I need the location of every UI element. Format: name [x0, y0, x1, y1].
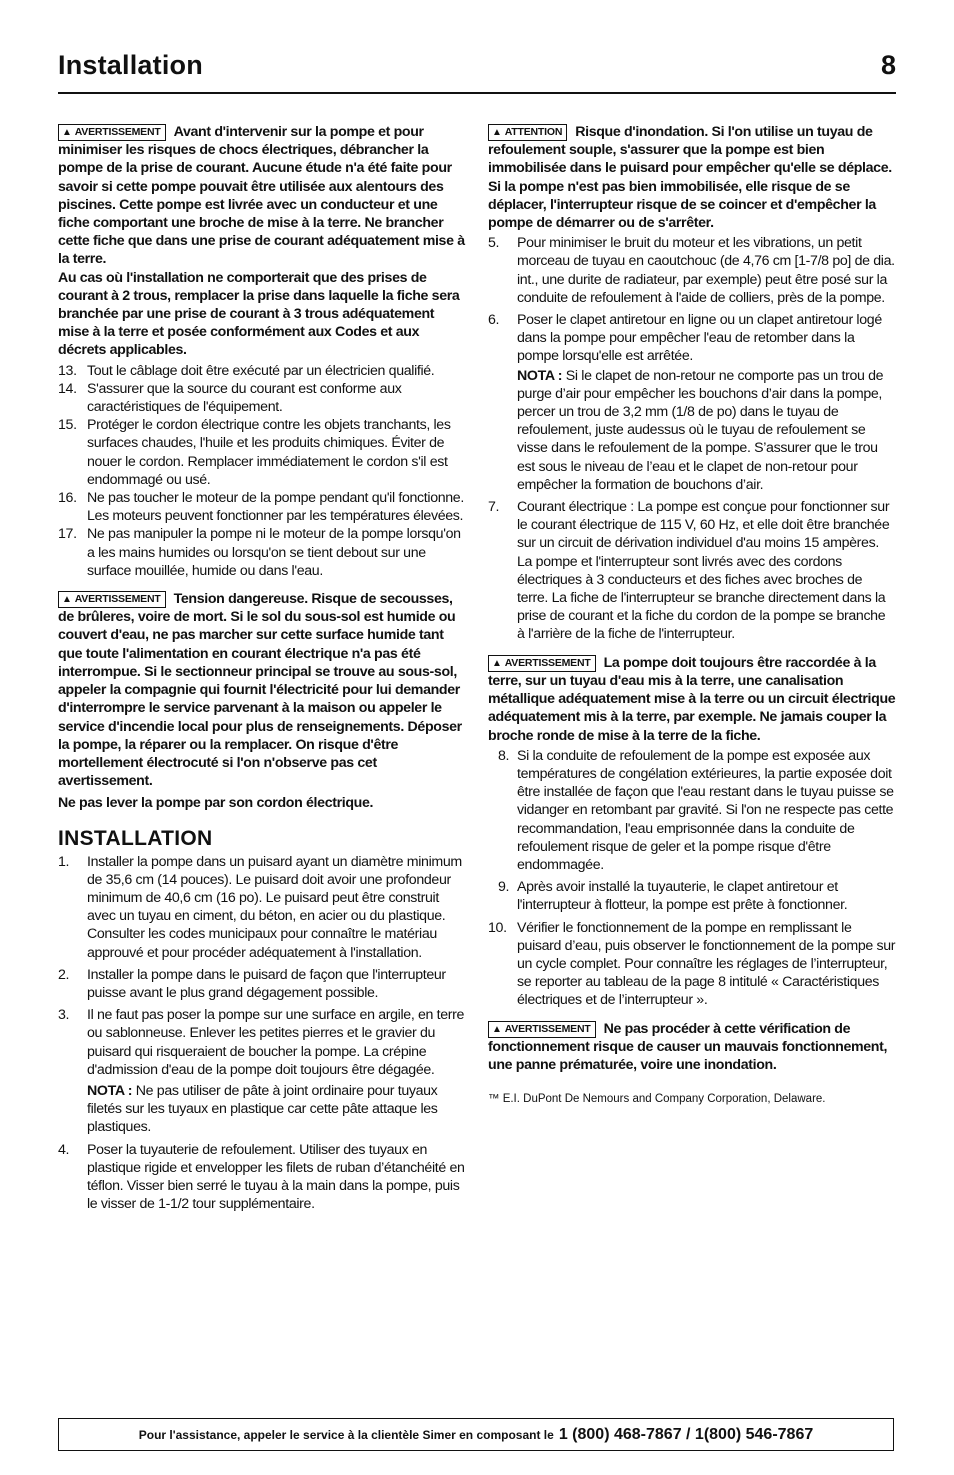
list-item: 15. Protéger le cordon électrique contre les objets tranchants, les surfaces chaudes, l'huile et les produits chimiques. Éviter de nouer le cordon. Remplacer immédiatement le cordon s'il est endommagé ou usé. — [58, 417, 451, 488]
list-item: 2. Installer la pompe dans le puisard de façon que l'interrupteur puisse avant le plus grand dégagement possible. — [58, 966, 446, 1001]
list-item: 8. Si la conduite de refoulement de la pompe est exposée aux températures de congélation extérieures, la partie exposée doit être installée de façon que l'eau restant dans le tuyau puisse se vidanger en retombant par gravité. Si l'on ne respecte pas cette recommandation, l'eau emprisonnée dans la conduite de refoulement risque de geler et la pompe risque d'être endommagée. — [498, 747, 894, 873]
warning-triangle-icon: ▲ — [62, 594, 72, 606]
caution-badge: ▲ ATTENTION — [488, 124, 567, 141]
caution-block-flood — [488, 123, 896, 232]
right-column — [488, 123, 896, 1108]
safety-list — [58, 362, 465, 580]
warning-triangle-icon: ▲ — [492, 657, 502, 669]
trademark-footnote: ™ E.I. DuPont De Nemours and Company Corporation, Delaware. — [488, 1093, 826, 1106]
page-number: 8 — [880, 50, 896, 80]
list-item: 5. Pour minimiser le bruit du moteur et les vibrations, un petit morceau de tuyau en caoutchouc (de 4,76 cm [1-7/8 po] de dia. int., une durite de radiateur, par exemple) peut être posé sur la conduite de refoulement à l'aide de colliers, près de la pompe. — [488, 235, 895, 306]
list-item: 10. Vérifier le fonctionnement de la pompe en remplissant le puisard d’eau, puis observer le fonctionnement de la pompe sur un cycle complet. Pour connaître les réglages de l’interrupteur, se reporter au tableau de la page 8 intitulé « Caractéristiques électriques et de l’interrupteur ». — [488, 919, 896, 1009]
note: NOTA : Ne pas utiliser de pâte à joint ordinaire pour tuyaux filetés sur les tuyaux en plastique car cette pâte attaque les plastiques. — [87, 1082, 438, 1136]
warning-badge: ▲ AVERTISSEMENT — [58, 591, 166, 608]
note: NOTA : Si le clapet de non-retour ne comporte pas un trou de purge d’air pour empêcher les bouchons d’air dans la pompe, percer un trou de 3,2 mm (1/8 de po) dans le tuyau de refoulement, juste audessus où le tuyau de refoulement se visse dans le refoulement de la pompe. S’assurer que le trou est sous le niveau de l’eau et le clapet de non-retour pour empêcher la formation de bouchons d’air. — [517, 367, 884, 493]
warning-block-grounding — [488, 654, 896, 745]
list-item: 13. Tout le câblage doit être exécuté par un électricien qualifié. — [58, 362, 435, 379]
list-item: 1. Installer la pompe dans un puisard ayant un diamètre minimum de 35,6 cm (14 pouces). Le puisard doit avoir une profondeur minimum de 40,6 cm (16 po). Le puisard peut être construit avec un tuyau en ciment, du béton, en acier ou du plastique. Consulter les codes municipaux pour connaître le matériau approuvé et pour procéder adéquatement à l'installation. — [58, 853, 462, 961]
list-item: 16. Ne pas toucher le moteur de la pompe pendant qu'il fonctionne. Les moteurs peuvent fonctionner par les températures élevées. — [58, 490, 464, 525]
warning-block-test — [488, 1020, 896, 1075]
warning-text: Ne pas procéder à cette vérification de fonctionnement risque de causer un mauvais fonctionnement, une panne prématurée, voire une inondation. — [488, 1020, 888, 1073]
install-list-continued — [488, 234, 896, 643]
warning-triangle-icon: ▲ — [62, 127, 72, 138]
warning-badge: ▲ AVERTISSEMENT — [488, 655, 596, 672]
support-phone: 1 (800) 468-7867 / 1(800) 546-7867 — [558, 1425, 814, 1443]
support-text: Pour l'assistance, appeler le service à la clientèle Simer en composant le — [138, 1427, 554, 1442]
section-heading: INSTALLATION — [58, 826, 213, 850]
warning-text-2: Au cas où l'installation ne comporterait que des prises de courant à 2 trous, remplacer la prise dans laquelle la fiche sera branchée par une prise de courant à 3 trous adéquatement mise à la terre et posée conformément aux Codes et aux décrets applicables. — [58, 269, 460, 359]
warning-text: Tension dangereuse. Risque de secousses, de brûleres, voire de mort. Si le sol du sous-sol est humide ou couvert d'eau, ne pas marcher sur cette surface humide tant que toute l'alimentation en courant électrique n'a pas été interrompue. Si le sectionneur principal se trouve au sous-sol, appeler la compagnie qui fournit l'électricité pour lui demander d'interrompre le service parvenant à la maison ou appeler le service d'incendie local pour plus de renseignements. Déposer la pompe, la réparer ou la remplacer. On risque d'être mortellement électrocuté si l'on n'observe pas cet avertissement. — [58, 591, 462, 790]
list-item: 7. Courant électrique : La pompe est conçue pour fonctionner sur le courant électrique de 115 V, 60 Hz, et elle doit être branchée sur un circuit de dérivation individuel d'au moins 15 ampères. La pompe et l'interrupteur sont livrés avec des cordons électriques à 3 conducteurs et des fiches avec broches de terre. La fiche de l'interrupteur se branche directement dans la prise de courant et la fiche du cordon de la pompe se branche à l'arrière de la fiche de l'interrupteur. — [488, 499, 890, 643]
warning-text-2: Ne pas lever la pompe par son cordon électrique. — [58, 795, 374, 812]
list-item: 6. Poser le clapet antiretour en ligne ou un clapet antiretour logé dans la pompe pour empêcher l'eau de retomber dans la pompe lorsqu'elle est arrêtée. NOTA : Si le clapet de non-retour ne comporte pas un trou de purge d’air pour empêcher les bouchons d’air dans la pompe, percer un trou de 3,2 mm (1/8 de po) dans le tuyau de refoulement, juste audessus où le tuyau de refoulement se visse dans le refoulement de la pompe. S’assurer que le trou est sous le niveau de l’eau et le clapet de non-retour pour empêcher la formation de bouchons d’air. — [488, 311, 896, 494]
page-title: Installation — [58, 50, 203, 80]
left-column — [58, 123, 465, 1217]
warning-text: Avant d'intervenir sur la pompe et pour minimiser les risques de chocs électriques, débrancher la pompe de la prise de courant. Aucune étude n'a été faite pour savoir si cette pompe pouvait être utilisée aux alentours des piscines. Cette pompe est livrée avec un conducteur et une fiche comportant une broche de mise à la terre. Ne brancher cette fiche que dans une prise de courant adéquatement mise à la terre. — [58, 124, 465, 268]
list-item: 17. Ne pas manipuler la pompe ni le moteur de la pompe lorsqu'on a les mains humides ou lorsqu'on se tient debout sur une surface mouillée, humide ou dans l'eau. — [58, 526, 461, 579]
warning-text: La pompe doit toujours être raccordée à la terre, sur un tuyau d'eau mis à la terre, une canalisation métallique adéquatement mise à la terre ou un circuit électrique adéquatement mis à la terre, par exemple. Ne jamais couper la broche ronde de mise à la terre de la fiche. — [488, 654, 896, 744]
list-item: 3. Il ne faut pas poser la pompe sur une surface en argile, en terre ou sablonneuse. Enlever les petites pierres et le gravier du puisard qui risqueraient de boucher la pompe. La crépine d'admission d'eau de la pompe doit toujours être dégagée. NOTA : Ne pas utiliser de pâte à joint ordinaire pour tuyaux filetés sur les tuyaux en plastique car cette pâte attaque les plastiques. — [58, 1007, 465, 1136]
warning-triangle-icon: ▲ — [492, 1023, 502, 1035]
warning-block-voltage — [58, 590, 465, 812]
warning-badge: ▲ AVERTISSEMENT — [488, 1021, 596, 1038]
install-list — [58, 853, 465, 1214]
support-footer — [58, 1418, 894, 1451]
warning-badge: ▲ AVERTISSEMENT — [58, 124, 166, 141]
install-list-final — [488, 747, 896, 1010]
header-divider — [58, 92, 896, 94]
warning-block-electrical — [58, 123, 465, 360]
caution-text: Risque d'inondation. Si l'on utilise un tuyau de refoulement souple, s'assurer que la pompe est bien immobilisée dans le puisard pour empêcher qu'elle se déplace. Si la pompe n'est pas bien immobilisée, elle risque de se déplacer, l'interrupteur risque de se coincer et d'empêcher la pompe de démarrer ou de s'arrêter. — [488, 124, 892, 232]
warning-triangle-icon: ▲ — [492, 127, 502, 138]
list-item: 4. Poser la tuyauterie de refoulement. Utiliser des tuyaux en plastique rigide et envelopper les filets de ruban d’étanchéité en téflon. Visser bien serré le tuyau à la main dans la pompe, puis le visser de 1-1/2 tour supplémentaire. — [58, 1141, 465, 1213]
list-item: 14. S'assurer que la source du courant est conforme aux caractéristiques de l'équipement. — [58, 380, 402, 416]
list-item: 9. Après avoir installé la tuyauterie, le clapet antiretour et l'interrupteur à flotteur, la pompe est prête à fonctionner. — [498, 879, 848, 914]
